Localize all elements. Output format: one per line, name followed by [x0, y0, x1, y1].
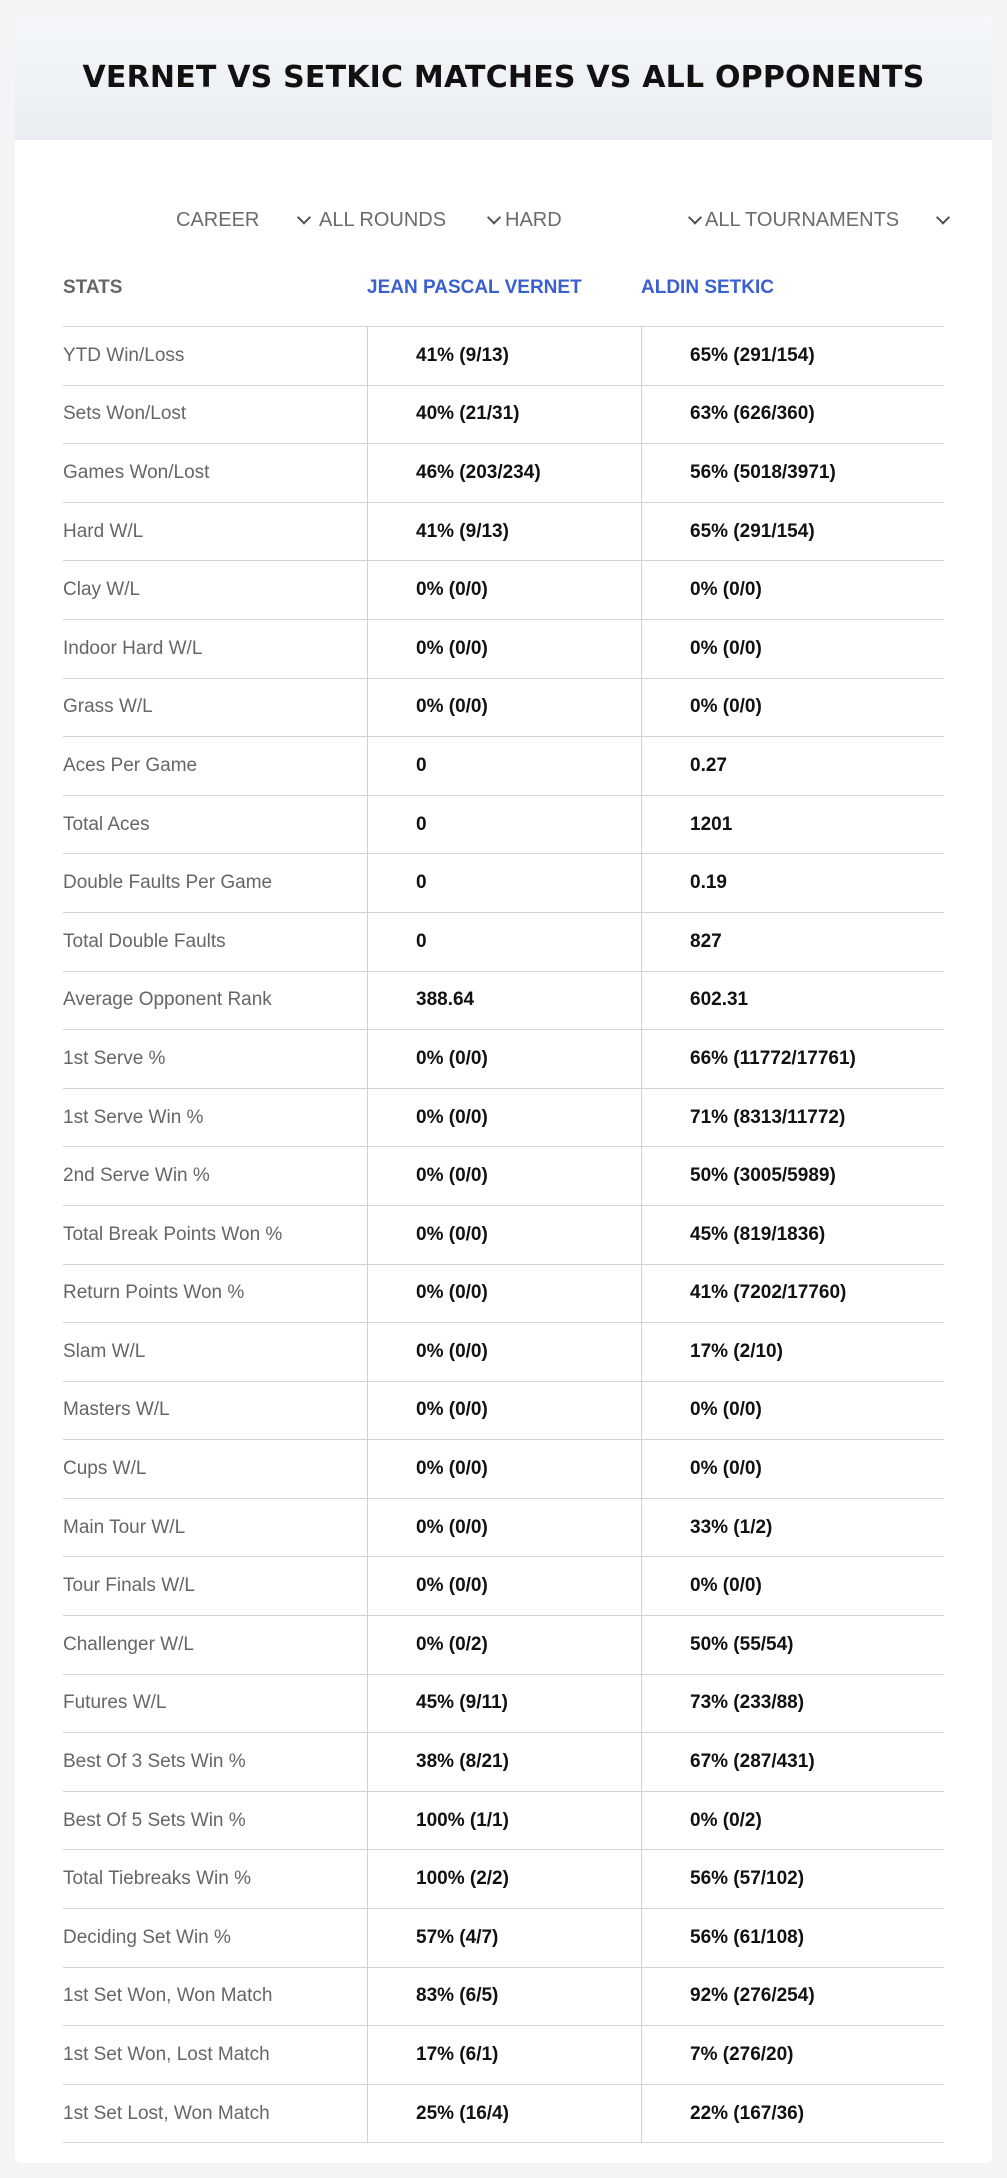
player2-value: 0% (0/0) — [641, 1557, 944, 1615]
stat-label: Aces Per Game — [63, 754, 198, 776]
table-row — [63, 1675, 944, 1734]
stats-column-header: STATS — [63, 277, 123, 298]
stat-label: Grass W/L — [63, 696, 153, 718]
player1-value: 38% (8/21) — [367, 1733, 641, 1791]
table-body — [63, 327, 944, 2143]
surface-filter-dropdown[interactable] — [505, 190, 700, 250]
stat-label: Indoor Hard W/L — [63, 637, 203, 659]
player2-value: 0% (0/0) — [641, 620, 944, 678]
player2-value: 92% (276/254) — [641, 1968, 944, 2026]
table-row — [63, 1968, 944, 2027]
stat-label: 1st Serve Win % — [63, 1106, 204, 1128]
player1-value: 41% (9/13) — [367, 327, 641, 385]
player1-value: 0% (0/0) — [367, 620, 641, 678]
player1-value: 0% (0/0) — [367, 1440, 641, 1498]
tournaments-filter-value: ALL TOURNAMENTS — [705, 208, 900, 231]
player2-value: 7% (276/20) — [641, 2026, 944, 2084]
player2-value: 22% (167/36) — [641, 2085, 944, 2143]
player2-value: 63% (626/360) — [641, 386, 944, 444]
player1-value: 46% (203/234) — [367, 444, 641, 502]
player2-value: 56% (5018/3971) — [641, 444, 944, 502]
player1-value: 25% (16/4) — [367, 2085, 641, 2143]
player2-value: 0.19 — [641, 854, 944, 912]
player1-value: 0% (0/0) — [367, 1557, 641, 1615]
player1-value: 83% (6/5) — [367, 1968, 641, 2026]
player1-value: 0% (0/0) — [367, 1265, 641, 1323]
player2-value: 45% (819/1836) — [641, 1206, 944, 1264]
stat-label: Tour Finals W/L — [63, 1575, 195, 1597]
stat-label: Total Aces — [63, 813, 150, 835]
table-row — [63, 1616, 944, 1675]
player2-value: 0.27 — [641, 737, 944, 795]
stat-label: YTD Win/Loss — [63, 344, 185, 366]
stat-label: Futures W/L — [63, 1692, 167, 1714]
player1-value: 0 — [367, 913, 641, 971]
filter-bar — [15, 190, 992, 250]
stat-label: Double Faults Per Game — [63, 872, 273, 894]
surface-filter-value: HARD — [505, 208, 562, 231]
table-row — [63, 913, 944, 972]
table-row — [63, 386, 944, 445]
table-row — [63, 1440, 944, 1499]
stat-label: Slam W/L — [63, 1340, 146, 1362]
player1-link[interactable]: JEAN PASCAL VERNET — [367, 277, 582, 298]
player1-value: 100% (2/2) — [367, 1850, 641, 1908]
player1-value: 100% (1/1) — [367, 1792, 641, 1850]
table-row — [63, 1792, 944, 1851]
stat-label: 1st Set Won, Lost Match — [63, 2044, 270, 2066]
player1-value: 0% (0/0) — [367, 679, 641, 737]
player2-value: 67% (287/431) — [641, 1733, 944, 1791]
player2-value: 17% (2/10) — [641, 1323, 944, 1381]
player2-value: 71% (8313/11772) — [641, 1089, 944, 1147]
player1-value: 0% (0/0) — [367, 1147, 641, 1205]
rounds-filter-value: ALL ROUNDS — [319, 208, 447, 231]
table-row — [63, 1557, 944, 1616]
table-row — [63, 444, 944, 503]
table-row — [63, 1382, 944, 1441]
table-row — [63, 1030, 944, 1089]
player1-value: 0 — [367, 737, 641, 795]
table-row — [63, 327, 944, 386]
player1-value: 0 — [367, 796, 641, 854]
table-row — [63, 1733, 944, 1792]
stat-label: Hard W/L — [63, 520, 144, 542]
table-row — [63, 1147, 944, 1206]
stat-label: Clay W/L — [63, 579, 141, 601]
player1-value: 0% (0/0) — [367, 1382, 641, 1440]
table-row — [63, 2026, 944, 2085]
page-header — [15, 15, 992, 140]
player1-value: 17% (6/1) — [367, 2026, 641, 2084]
table-row — [63, 620, 944, 679]
player2-value: 56% (57/102) — [641, 1850, 944, 1908]
chevron-down-icon — [487, 210, 501, 224]
table-row — [63, 1265, 944, 1324]
table-row — [63, 737, 944, 796]
player2-value: 66% (11772/17761) — [641, 1030, 944, 1088]
table-row — [63, 1323, 944, 1382]
stat-label: Sets Won/Lost — [63, 403, 187, 425]
player2-link[interactable]: ALDIN SETKIC — [641, 277, 774, 298]
stat-label: Cups W/L — [63, 1458, 147, 1480]
player1-value: 0% (0/2) — [367, 1616, 641, 1674]
player2-value: 50% (3005/5989) — [641, 1147, 944, 1205]
player2-value: 65% (291/154) — [641, 503, 944, 561]
table-row — [63, 503, 944, 562]
stat-label: Average Opponent Rank — [63, 989, 272, 1011]
player2-value: 73% (233/88) — [641, 1675, 944, 1733]
table-row — [63, 1206, 944, 1265]
player2-value: 0% (0/0) — [641, 1440, 944, 1498]
table-row — [63, 1499, 944, 1558]
stat-label: Best Of 5 Sets Win % — [63, 1809, 246, 1831]
table-row — [63, 854, 944, 913]
stat-label: Masters W/L — [63, 1399, 170, 1421]
player2-value: 0% (0/0) — [641, 561, 944, 619]
table-row — [63, 679, 944, 738]
stats-card — [15, 15, 992, 2163]
player1-value: 388.64 — [367, 972, 641, 1030]
player1-value: 0% (0/0) — [367, 1499, 641, 1557]
player1-value: 0% (0/0) — [367, 1030, 641, 1088]
stat-label: Total Break Points Won % — [63, 1223, 283, 1245]
player2-value: 602.31 — [641, 972, 944, 1030]
table-row — [63, 972, 944, 1031]
table-row — [63, 1909, 944, 1968]
stat-label: Main Tour W/L — [63, 1516, 186, 1538]
player2-value: 0% (0/0) — [641, 679, 944, 737]
player2-value: 56% (61/108) — [641, 1909, 944, 1967]
table-row — [63, 2085, 944, 2144]
stat-label: Total Double Faults — [63, 930, 226, 952]
table-row — [63, 796, 944, 855]
table-row — [63, 1089, 944, 1148]
stat-label: Games Won/Lost — [63, 461, 210, 483]
player2-value: 1201 — [641, 796, 944, 854]
chevron-down-icon — [297, 210, 311, 224]
stat-label: Deciding Set Win % — [63, 1926, 231, 1948]
player2-value: 827 — [641, 913, 944, 971]
career-filter-value: CAREER — [176, 208, 260, 231]
player1-value: 0% (0/0) — [367, 1206, 641, 1264]
player2-value: 65% (291/154) — [641, 327, 944, 385]
stat-label: 1st Set Won, Won Match — [63, 1985, 273, 2007]
player1-value: 0% (0/0) — [367, 1323, 641, 1381]
chevron-down-icon — [688, 210, 702, 224]
table-header — [63, 250, 944, 327]
rounds-filter-dropdown[interactable] — [319, 190, 499, 250]
table-row — [63, 561, 944, 620]
player2-value: 33% (1/2) — [641, 1499, 944, 1557]
player1-value: 0% (0/0) — [367, 561, 641, 619]
player1-value: 57% (4/7) — [367, 1909, 641, 1967]
player1-value: 41% (9/13) — [367, 503, 641, 561]
stat-label: 2nd Serve Win % — [63, 1165, 210, 1187]
stats-table — [63, 250, 944, 2143]
player2-value: 50% (55/54) — [641, 1616, 944, 1674]
stat-label: Return Points Won % — [63, 1282, 245, 1304]
tournaments-filter-dropdown[interactable] — [705, 190, 948, 250]
page-title: VERNET VS SETKIC MATCHES VS ALL OPPONENTS — [82, 60, 925, 95]
stat-label: 1st Serve % — [63, 1047, 166, 1069]
player1-value: 0% (0/0) — [367, 1089, 641, 1147]
chevron-down-icon — [936, 210, 950, 224]
stat-label: Total Tiebreaks Win % — [63, 1868, 251, 1890]
stat-label: Challenger W/L — [63, 1633, 194, 1655]
career-filter-dropdown[interactable] — [176, 190, 309, 250]
player2-value: 41% (7202/17760) — [641, 1265, 944, 1323]
stat-label: 1st Set Lost, Won Match — [63, 2102, 270, 2124]
player1-value: 0 — [367, 854, 641, 912]
stat-label: Best Of 3 Sets Win % — [63, 1751, 246, 1773]
player1-value: 40% (21/31) — [367, 386, 641, 444]
player2-value: 0% (0/2) — [641, 1792, 944, 1850]
table-row — [63, 1850, 944, 1909]
player1-value: 45% (9/11) — [367, 1675, 641, 1733]
player2-value: 0% (0/0) — [641, 1382, 944, 1440]
